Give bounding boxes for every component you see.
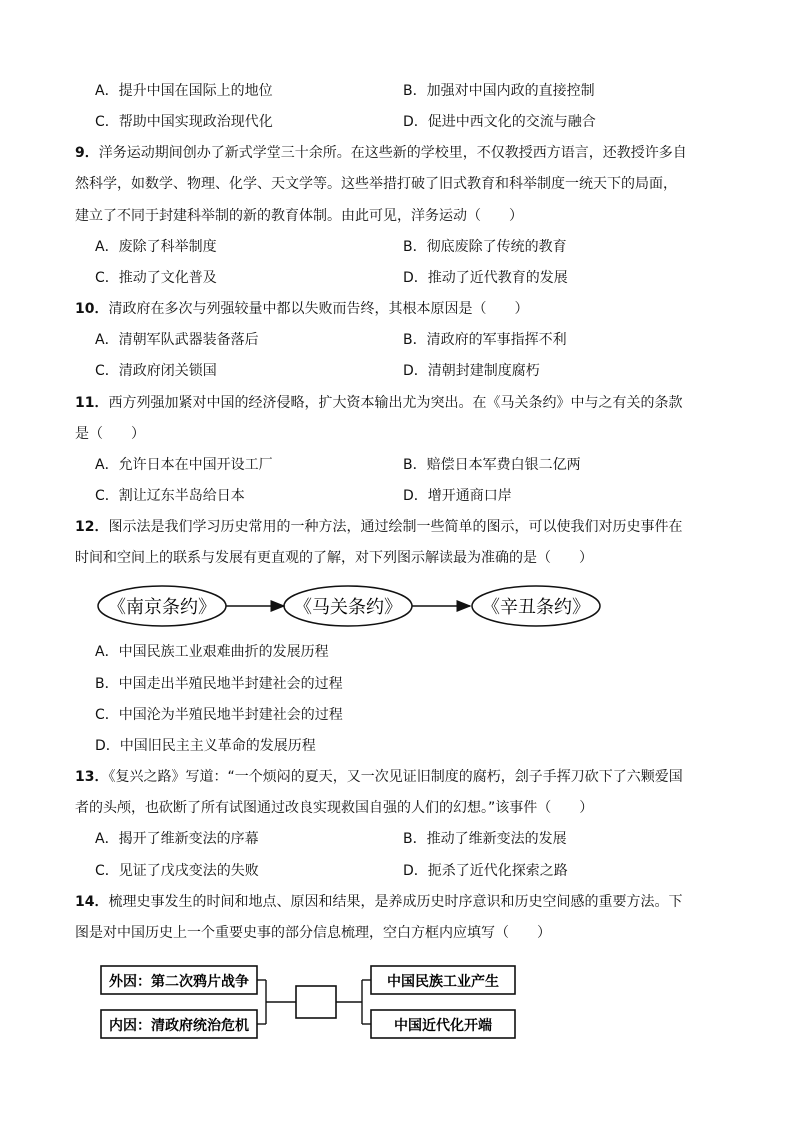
q12-stem-line-1: 12．图示法是我们学习历史常用的一种方法，通过绘制一些简单的图示，可以使我们对历史事件在 (75, 519, 683, 535)
q10-option-b[interactable]: B．清政府的军事指挥不利 (403, 332, 567, 348)
q11-option-b[interactable]: B．赔偿日本军费白银二亿两 (403, 457, 581, 473)
q8-option-b[interactable]: B．加强对中国内政的直接控制 (403, 83, 595, 99)
q12-option-d[interactable]: D．中国旧民主主义革命的发展历程 (95, 738, 316, 754)
blank-answer-box[interactable] (296, 986, 336, 1018)
q9-option-d[interactable]: D．推动了近代教育的发展 (403, 270, 568, 286)
result-label-1: 中国民族工业产生 (387, 974, 499, 990)
q8-option-c[interactable]: C．帮助中国实现政治现代化 (95, 114, 273, 130)
q10-stem-line-1: 10．清政府在多次与列强较量中都以失败而告终，其根本原因是（ ） (75, 301, 529, 317)
q9-option-b[interactable]: B．彻底废除了传统的教育 (403, 239, 567, 255)
q9-stem-line-3: 建立了不同于封建科举制的新的教育体制。由此可见，洋务运动（ ） (75, 208, 523, 224)
internal-cause-label: 内因：清政府统治危机 (109, 1018, 249, 1034)
cause-effect-diagram (0, 958, 794, 1044)
q13-number: 13． (75, 769, 109, 785)
q13-option-b[interactable]: B．推动了维新变法的发展 (403, 831, 567, 847)
q9-option-c[interactable]: C．推动了文化普及 (95, 270, 217, 286)
boxer-protocol-label: 《辛丑条约》 (482, 597, 590, 618)
shimonoseki-treaty-label: 《马关条约》 (294, 597, 402, 618)
q8-option-d[interactable]: D．促进中西文化的交流与融合 (403, 114, 596, 130)
q9-option-a[interactable]: A．废除了科举制度 (95, 239, 217, 255)
result-label-2: 中国近代化开端 (394, 1018, 492, 1034)
q9-stem-line-1: 9．洋务运动期间创办了新式学堂三十余所。在这些新的学校里，不仅教授西方语言，还教授许多自 (75, 145, 687, 161)
q9-stem-line-2: 然科学，如数学、物理、化学、天文学等。这些举措打破了旧式教育和科举制度一统天下的局面， (75, 176, 677, 192)
q11-stem-line-2: 是（ ） (75, 426, 145, 442)
q10-number: 10． (75, 301, 109, 317)
q9-number: 9． (75, 145, 99, 161)
q11-option-d[interactable]: D．增开通商口岸 (403, 488, 512, 504)
q8-option-a[interactable]: A．提升中国在国际上的地位 (95, 83, 273, 99)
q13-stem-line-1: 13．《复兴之路》写道：“一个烦闷的夏天，又一次见证旧制度的腐朽，刽子手挥刀砍下了六颗爱国 (75, 769, 683, 785)
treaty-sequence-diagram (0, 580, 794, 636)
q11-option-a[interactable]: A．允许日本在中国开设工厂 (95, 457, 273, 473)
q12-stem-line-2: 时间和空间上的联系与发展有更直观的了解，对下列图示解读最为准确的是（ ） (75, 550, 593, 566)
q11-stem-line-1: 11．西方列强加紧对中国的经济侵略，扩大资本输出尤为突出。在《马关条约》中与之有关的条款 (75, 395, 683, 411)
q13-stem-line-2: 者的头颅，也砍断了所有试图通过改良实现救国自强的人们的幻想。”该事件（ ） (75, 800, 594, 816)
q14-stem-line-1: 14．梳理史事发生的时间和地点、原因和结果，是养成历史时序意识和历史空间感的重要方法。下 (75, 894, 683, 910)
q10-option-d[interactable]: D．清朝封建制度腐朽 (403, 363, 540, 379)
external-cause-label: 外因：第二次鸦片战争 (109, 974, 249, 990)
q13-option-a[interactable]: A．揭开了维新变法的序幕 (95, 831, 259, 847)
q12-number: 12． (75, 519, 109, 535)
q11-option-c[interactable]: C．割让辽东半岛给日本 (95, 488, 245, 504)
q14-number: 14． (75, 894, 109, 910)
q10-option-a[interactable]: A．清朝军队武器装备落后 (95, 332, 259, 348)
q12-option-a[interactable]: A．中国民族工业艰难曲折的发展历程 (95, 644, 329, 660)
q12-option-b[interactable]: B．中国走出半殖民地半封建社会的过程 (95, 676, 343, 692)
q12-option-c[interactable]: C．中国沦为半殖民地半封建社会的过程 (95, 707, 343, 723)
q10-option-c[interactable]: C．清政府闭关锁国 (95, 363, 217, 379)
q13-option-c[interactable]: C．见证了戊戌变法的失败 (95, 863, 259, 879)
q14-stem-line-2: 图是对中国历史上一个重要史事的部分信息梳理，空白方框内应填写（ ） (75, 925, 551, 941)
q11-number: 11． (75, 395, 109, 411)
nanjing-treaty-label: 《南京条约》 (108, 597, 216, 618)
q13-option-d[interactable]: D．扼杀了近代化探索之路 (403, 863, 568, 879)
